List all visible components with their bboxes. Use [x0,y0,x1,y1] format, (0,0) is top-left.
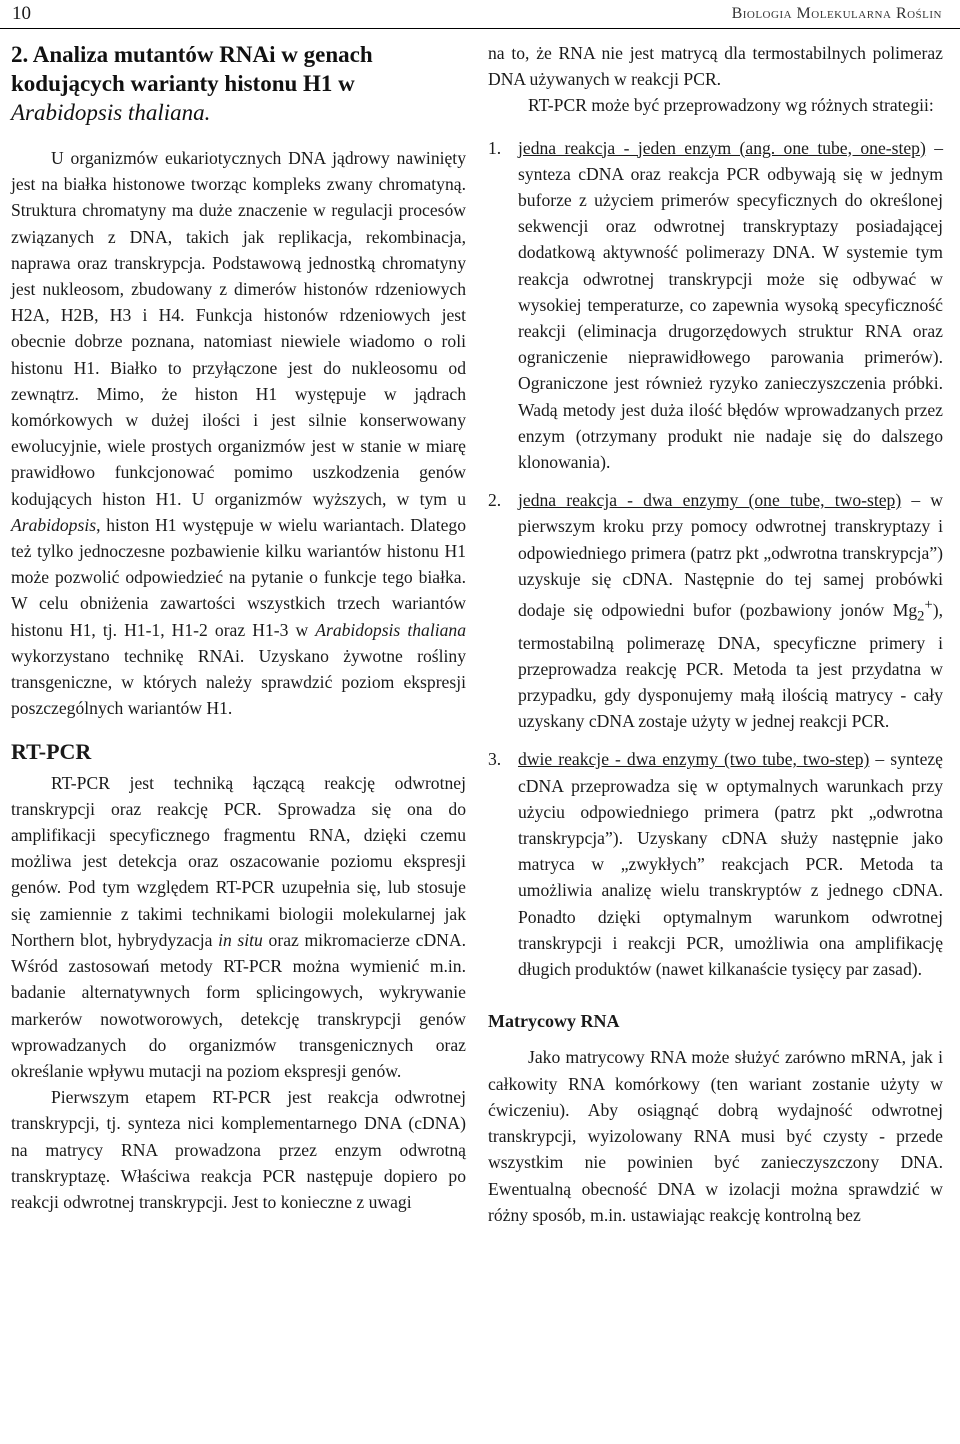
rtpcr-text-b: oraz mikromacierze cDNA. Wśród zastosowań metody RT-PCR można wymienić m.in. badanie alternatywnych form splicingowych, wykrywanie markerów nowotworowych, detekcję transkrypcji genów wprowadzanych do organizmów transgenicznych oraz określanie wpływu mutacji na poziom ekspresji genów. [11,929,466,1081]
page-header [0,0,960,30]
in-situ-term: in situ [218,929,263,950]
item-number: 2. [488,490,502,511]
intro-text-a: U organizmów eukariotycznych DNA jądrowy nawinięty jest na białka histonowe tworząc kompleks zwany chromatyną. Struktura chromatyny ma duże znaczenie w regulacji procesów związanych z DNA, takich jak replikacja, rekombinacja, naprawa oraz transkrypcja. Podstawową jednostką chromatyny jest nukleosom, zbudowany z dimerów histonów rdzeniowych H2A, H2B, H3 i H4. Funkcja histonów rdzeniowych jest obecnie dobrze poznana, natomiast niewiele wiadomo o roli histonu H1. Białko to przyłączone jest do nukleosomu od zewnątrz. Mimo, że histon H1 występuje w jądrach komórkowych w dużej ilości i jest silnie konserwowany ewolucyjnie, wiele prostych organizmów jest w stanie w miarę prawidłowo funkcjonować pomimo uszkodzenia genów kodujących histon H1. U organizmów wyższych, w tym u [11,148,466,509]
subscript: 2 [917,608,925,625]
page-number: 10 [12,3,31,24]
item-text: ), termostabilną polimerazę DNA, specyficzne primery i przeprowadza reakcję PCR. Metoda ta jest przydatna w przypadku, gdy dysponujemy małą ilością matrycy - cały uzyskany cDNA zostaje użyty w jednej reakcji PCR. [518,599,943,732]
continuation-paragraph: na to, że RNA nie jest matrycą dla termostabilnych polimeraz DNA używanych w reakcji PCR. [488,43,943,90]
section-title-main: 2. Analiza mutantów RNAi w genach kodujących warianty histonu H1 w [11,42,373,96]
strategies-intro: RT-PCR może być przeprowadzony wg różnych strategii: [528,95,934,116]
list-item [488,135,943,476]
item-heading: jedna reakcja - jeden enzym (ang. one tube, one-step) [518,137,926,158]
header-rule [0,28,960,29]
item-heading: jedna reakcja - dwa enzymy (one tube, two-step) [518,490,902,511]
left-column [11,40,466,1215]
rtpcr-text-a: RT-PCR jest techniką łączącą reakcję odwrotnej transkrypcji oraz reakcję PCR. Sprowadza się ona do amplifikacji specyficznego fragmentu RNA, dzięki czemu możliwa jest detekcja oraz oszacowanie poziomu ekspresji genów. Pod tym względem RT-PCR uzupełnia się, lub stosuje się zamiennie z takimi technikami biologii molekularnej jak Northern blot, hybrydyzacja [11,772,466,950]
rtpcr-paragraph [11,770,466,1084]
superscript: + [924,597,933,614]
item-text: – w pierwszym kroku przy pomocy odwrotnej transkryptazy i odpowiedniego primera (patrz pkt „odwrotna transkrypcja”) uzyskuje się cDNA. Następnie do tej samej probówki dodaje się odpowiedni bufor (pozbawiony jonów Mg [518,490,943,620]
species-name: Arabidopsis thaliana [315,619,466,640]
journal-title: Biologia Molekularna Roślin [731,5,942,22]
item-text: – syntezę cDNA przeprowadza się w optymalnych warunkach przy użyciu odpowiedniego primera (patrz pkt „odwrotna transkrypcja”). Uzyskany cDNA służy następnie jako matryca w „zwykłych” reakcjach PCR. Metoda ta umożliwia analizę wielu transkryptów z jednego cDNA. Ponadto dzięki optymalnym warunkom odwrotnej transkrypcji i reakcji PCR, umożliwia ona amplifikację długich produktów (nawet kilkanaście tysięcy par zasad). [518,749,943,980]
intro-text-c: wykorzystano technikę RNAi. Uzyskano żywotne rośliny transgeniczne, w których należy sprawdzić poziom ekspresji poszczególnych wariantów H1. [11,645,466,719]
intro-paragraph [11,145,466,721]
section-title [11,40,466,127]
item-text: – synteza cDNA oraz reakcja PCR odbywają się w jednym buforze z użyciem primerów specyficznych do określonej sekwencji oraz odwrotnej transkryptazy posiadającej dodatkową aktywność polimerazy DNA. W systemie tym reakcja odwrotnej transkrypcji może się odbywać w wysokiej temperaturze, co zapewnia wysoką specyficzność reakcji (eliminacja drugorzędowych struktur RNA oraz ograniczenie nieprawidłowego parowania primerów). Ograniczone jest również ryzyko zanieczyszczenia próbki. Wadą metody jest duża ilość błędów wprowadzanych przez enzym (otrzymany produkt nie nadaje się do dalszego klonowania). [518,137,944,473]
item-heading: dwie reakcje - dwa enzymy (two tube, two-step) [518,749,870,770]
list-item [488,746,943,982]
species-name: Arabidopsis [11,514,97,535]
item-number: 3. [488,749,502,770]
matrycowy-paragraph: Jako matrycowy RNA może służyć zarówno mRNA, jak i całkowity RNA komórkowy (ten wariant zostanie użyty w ćwiczeniu). Aby osiągnąć dobrą wydajność odwrotnej transkrypcji, wyizolowany RNA musi być czysty - przede wszystkim nie powinien być zanieczyszczony DNA. Ewentualną obecność DNA w izolacji można sprawdzić w różny sposób, m.in. ustawiając reakcję kontrolną bez [488,1047,943,1225]
strategy-list [488,135,943,983]
section-title-species: Arabidopsis thaliana. [11,100,211,125]
item-number: 1. [488,137,502,158]
intro-text-b: , histon H1 występuje w wielu wariantach. Dlatego też tylko jednoczesne pozbawienie kilku wariantów histonu H1 może pozwolić odpowiedzieć na pytanie o funkcje tego białka. W celu obniżenia zawartości wszystkich trzech wariantów histonu H1, tj. H1-1, H1-2 oraz H1-3 w [11,514,466,640]
list-item [488,487,943,734]
matrycowy-heading: Matrycowy RNA [488,1011,620,1032]
right-column [488,40,943,1228]
first-step-paragraph: Pierwszym etapem RT-PCR jest reakcja odwrotnej transkrypcji, tj. synteza nici komplementarnego DNA (cDNA) na matrycy RNA prowadzona przez enzym odwrotną transkryptazę. Właściwa reakcja PCR następuje dopiero po reakcji odwrotnej transkrypcji. Jest to konieczne z uwagi [11,1087,466,1212]
rtpcr-heading: RT-PCR [11,739,92,765]
